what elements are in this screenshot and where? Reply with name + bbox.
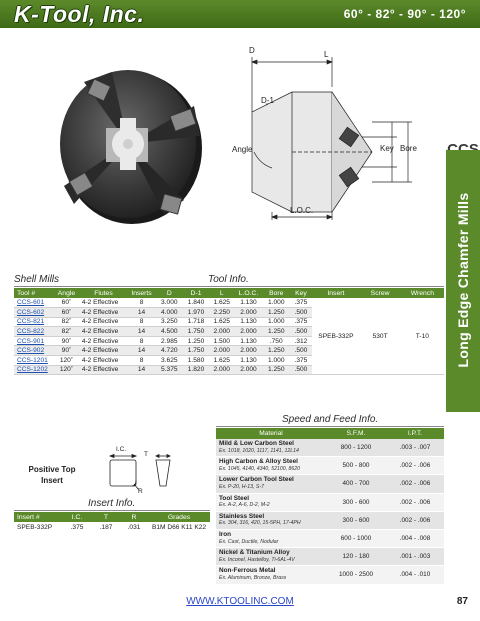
cell: 1.840 (183, 298, 210, 308)
cell: 1.250 (263, 308, 290, 318)
material-examples: Ex. Aluminum, Bronze, Brass (219, 574, 287, 581)
col-d: D (156, 288, 183, 298)
cell: 1.000 (263, 317, 290, 327)
material-cell (216, 529, 326, 547)
cell: 1.130 (234, 298, 263, 308)
cell: 90˚ (53, 336, 80, 346)
cell: 4-2 Effective (80, 336, 127, 346)
cell: 2.000 (209, 365, 234, 375)
tool-link[interactable]: CCS-821 (14, 317, 53, 327)
cell: .500 (290, 346, 313, 356)
cell: 1000 - 2500 (326, 566, 386, 584)
cell: 400 - 700 (326, 475, 386, 493)
cell: .004 - .008 (386, 529, 444, 547)
cell: 4-2 Effective (80, 327, 127, 337)
cell: 8 (127, 336, 156, 346)
positive-label-line1: Positive Top (28, 465, 76, 474)
cell: .004 - .010 (386, 566, 444, 584)
material-examples: Ex. P-20, H-13, S-7 (219, 483, 264, 490)
cell: 4-2 Effective (80, 365, 127, 375)
col-ic: I.C. (62, 512, 92, 522)
material-name: Non-Ferrous Metal (219, 567, 276, 575)
cell: 1.250 (263, 365, 290, 375)
cell: 4-2 Effective (80, 346, 127, 356)
speed-title-rule (216, 426, 444, 427)
tool-link[interactable]: CCS-1201 (14, 356, 53, 366)
cell: .003 - .007 (386, 439, 444, 457)
cell: 800 - 1200 (326, 439, 386, 457)
cell: 1.718 (183, 317, 210, 327)
tool-link[interactable]: CCS-602 (14, 308, 53, 318)
cell: 4-2 Effective (80, 317, 127, 327)
insert-cell: SPEB-332P (312, 298, 359, 375)
tool-link[interactable]: CCS-822 (14, 327, 53, 337)
label-r: R (138, 488, 143, 495)
tool-link[interactable]: CCS-601 (14, 298, 53, 308)
cell: 1.130 (234, 317, 263, 327)
material-cell (216, 511, 326, 529)
cell: 4-2 Effective (80, 356, 127, 366)
page-number: 87 (456, 596, 468, 607)
col-loc: L.O.C. (234, 288, 263, 298)
cell: 1.500 (209, 336, 234, 346)
cell: 1.250 (263, 346, 290, 356)
insert-info-title: Insert Info. (88, 498, 136, 509)
cell: 4-2 Effective (80, 308, 127, 318)
cell: 1.750 (183, 327, 210, 337)
table-row (216, 511, 444, 529)
cell: 4.000 (156, 308, 183, 318)
label-bore: Bore (400, 144, 417, 153)
insert-table (14, 512, 210, 533)
material-name: Tool Steel (219, 494, 250, 502)
tool-table-header (14, 288, 444, 298)
side-title: Long Edge Chamfer Mills (455, 192, 471, 368)
cell: 2.000 (234, 365, 263, 375)
speed-table-header (216, 428, 444, 439)
material-examples: Ex. 1018, 1020, 1117, 1141, 12L14 (219, 447, 299, 454)
cell: 14 (127, 327, 156, 337)
tool-link[interactable]: CCS-902 (14, 346, 53, 356)
insert-table-header (14, 512, 210, 522)
col-screw: Screw (360, 288, 401, 298)
cell: 1.625 (209, 317, 234, 327)
cell: 60˚ (53, 308, 80, 318)
material-cell (216, 493, 326, 511)
cell: .500 (290, 327, 313, 337)
insert-diagram (106, 446, 186, 495)
col-l: L (209, 288, 234, 298)
cell: 600 - 1000 (326, 529, 386, 547)
cell: 3.000 (156, 298, 183, 308)
wrench-cell: T-10 (401, 298, 444, 375)
table-row (216, 566, 444, 584)
table-row (14, 298, 444, 308)
col-t: T (92, 512, 120, 522)
cell: 2.000 (234, 346, 263, 356)
cell: 8 (127, 317, 156, 327)
cell: .187 (99, 524, 113, 531)
col-flutes: Flutes (80, 288, 127, 298)
label-key: Key (380, 144, 394, 153)
table-row (216, 548, 444, 566)
col-key: Key (290, 288, 313, 298)
table-row (216, 475, 444, 493)
cell: .375 (290, 356, 313, 366)
cell: 2.000 (209, 346, 234, 356)
cell: .002 - .006 (386, 475, 444, 493)
cell: 4.500 (156, 327, 183, 337)
material-examples: Ex. Inconel, Hastelloy, Ti-6AL-4V (219, 556, 295, 563)
cell: 300 - 600 (326, 493, 386, 511)
cell: 1.000 (263, 356, 290, 366)
screw-cell: 530T (360, 298, 401, 375)
cell: 1.000 (263, 298, 290, 308)
material-name: Nickel & Titanium Alloy (219, 549, 290, 557)
cell: .001 - .003 (386, 548, 444, 566)
cell: 1.625 (209, 356, 234, 366)
cell: .375 (70, 524, 84, 531)
dimension-diagram (232, 46, 422, 227)
speed-feed-title: Speed and Feed Info. (282, 414, 379, 425)
cell: 2.985 (156, 336, 183, 346)
brand-logo: K-Tool, Inc. (14, 1, 145, 27)
cell: .750 (263, 336, 290, 346)
label-t: T (144, 451, 148, 458)
label-l: L (324, 50, 329, 59)
insert-title-rule (14, 510, 210, 511)
col-angle: Angle (53, 288, 80, 298)
cell: 82˚ (53, 317, 80, 327)
material-name: Iron (219, 530, 232, 538)
cell: 8 (127, 298, 156, 308)
cell: 1.970 (183, 308, 210, 318)
cutter-photo (54, 36, 204, 236)
cell: SPEB-332P (17, 524, 53, 531)
material-examples: Ex. 304, 316, 420, 15-5PH, 17-4PH (219, 520, 301, 527)
cell: .375 (290, 298, 313, 308)
table-row (14, 522, 210, 533)
cell: 2.000 (234, 308, 263, 318)
col-ipt: I.P.T. (386, 428, 444, 439)
cell: 3.625 (156, 356, 183, 366)
cell: 1.130 (234, 336, 263, 346)
material-cell (216, 439, 326, 457)
cell: 1.820 (183, 365, 210, 375)
col-sfm: S.F.M. (326, 428, 386, 439)
cell: 1.250 (183, 336, 210, 346)
col-grades: Grades (148, 512, 210, 522)
cell: 4-2 Effective (80, 298, 127, 308)
cell: 3.250 (156, 317, 183, 327)
col-insert-no: Insert # (14, 512, 62, 522)
cell: 2.000 (234, 327, 263, 337)
cell: 14 (127, 308, 156, 318)
cell: 1.130 (234, 356, 263, 366)
tool-info-title: Tool Info. (208, 274, 249, 285)
col-tool: Tool # (14, 288, 53, 298)
cell: .002 - .006 (386, 493, 444, 511)
material-name: Mild & Low Carbon Steel (219, 440, 294, 447)
material-cell (216, 457, 326, 475)
material-name: Stainless Steel (219, 512, 265, 520)
col-d1: D-1 (183, 288, 210, 298)
angle-range: 60° - 82° - 90° - 120° (343, 7, 466, 21)
cell: 1.580 (183, 356, 210, 366)
col-inserts: Inserts (127, 288, 156, 298)
material-examples: Ex. 1045, 4140, 4340, 52100, 8620 (219, 465, 301, 472)
table-row (216, 439, 444, 457)
cell: 82˚ (53, 327, 80, 337)
cell: 120 - 180 (326, 548, 386, 566)
cell: .031 (127, 524, 141, 531)
cell: 60˚ (53, 298, 80, 308)
col-r: R (120, 512, 148, 522)
speed-feed-table (216, 428, 444, 585)
col-insert: Insert (312, 288, 359, 298)
cell: .375 (290, 317, 313, 327)
tool-link[interactable]: CCS-901 (14, 336, 53, 346)
label-d1: D-1 (261, 96, 274, 105)
cell: 120˚ (53, 365, 80, 375)
cell: 8 (127, 356, 156, 366)
positive-label-line2: Insert (41, 476, 63, 485)
col-wrench: Wrench (401, 288, 444, 298)
website-link[interactable]: WWW.KTOOLINC.COM (186, 596, 294, 607)
cell: 1.250 (263, 327, 290, 337)
material-cell (216, 548, 326, 566)
cell: 1.750 (183, 346, 210, 356)
tool-link[interactable]: CCS-1202 (14, 365, 53, 375)
tool-table (14, 288, 444, 375)
cell: 300 - 600 (326, 511, 386, 529)
cell: 4.720 (156, 346, 183, 356)
cell: 5.375 (156, 365, 183, 375)
header-bar (0, 0, 480, 28)
shell-mills-title: Shell Mills (14, 274, 60, 285)
cell: .002 - .006 (386, 511, 444, 529)
col-bore: Bore (263, 288, 290, 298)
table-row (216, 529, 444, 547)
positive-top-insert-label (22, 464, 82, 486)
label-angle: Angle (232, 145, 253, 154)
table-row (216, 457, 444, 475)
label-ic: I.C. (116, 446, 127, 453)
cell: 14 (127, 346, 156, 356)
label-loc: L.O.C. (290, 206, 314, 215)
cell: 2.250 (209, 308, 234, 318)
cell: 1.625 (209, 298, 234, 308)
label-d: D (249, 46, 255, 55)
cell: 90˚ (53, 346, 80, 356)
material-examples: Ex. A-2, A-6, D-2, M-2 (219, 502, 270, 509)
material-cell (216, 566, 326, 584)
cell: 2.000 (209, 327, 234, 337)
col-material: Material (216, 428, 326, 439)
material-name: Lower Carbon Tool Steel (219, 476, 294, 484)
material-cell (216, 475, 326, 493)
dimension-drawing (232, 52, 422, 227)
table-row (216, 493, 444, 511)
cell: B1M D66 K11 K22 (151, 524, 207, 531)
cell: .002 - .006 (386, 457, 444, 475)
material-examples: Ex. Cast, Ductile, Nodular (219, 538, 279, 545)
cell: .312 (290, 336, 313, 346)
cell: 14 (127, 365, 156, 375)
material-name: High Carbon & Alloy Steel (219, 458, 298, 466)
title-rule (14, 286, 444, 287)
cell: .500 (290, 365, 313, 375)
cell: 120˚ (53, 356, 80, 366)
cell: 500 - 800 (326, 457, 386, 475)
cell: .500 (290, 308, 313, 318)
